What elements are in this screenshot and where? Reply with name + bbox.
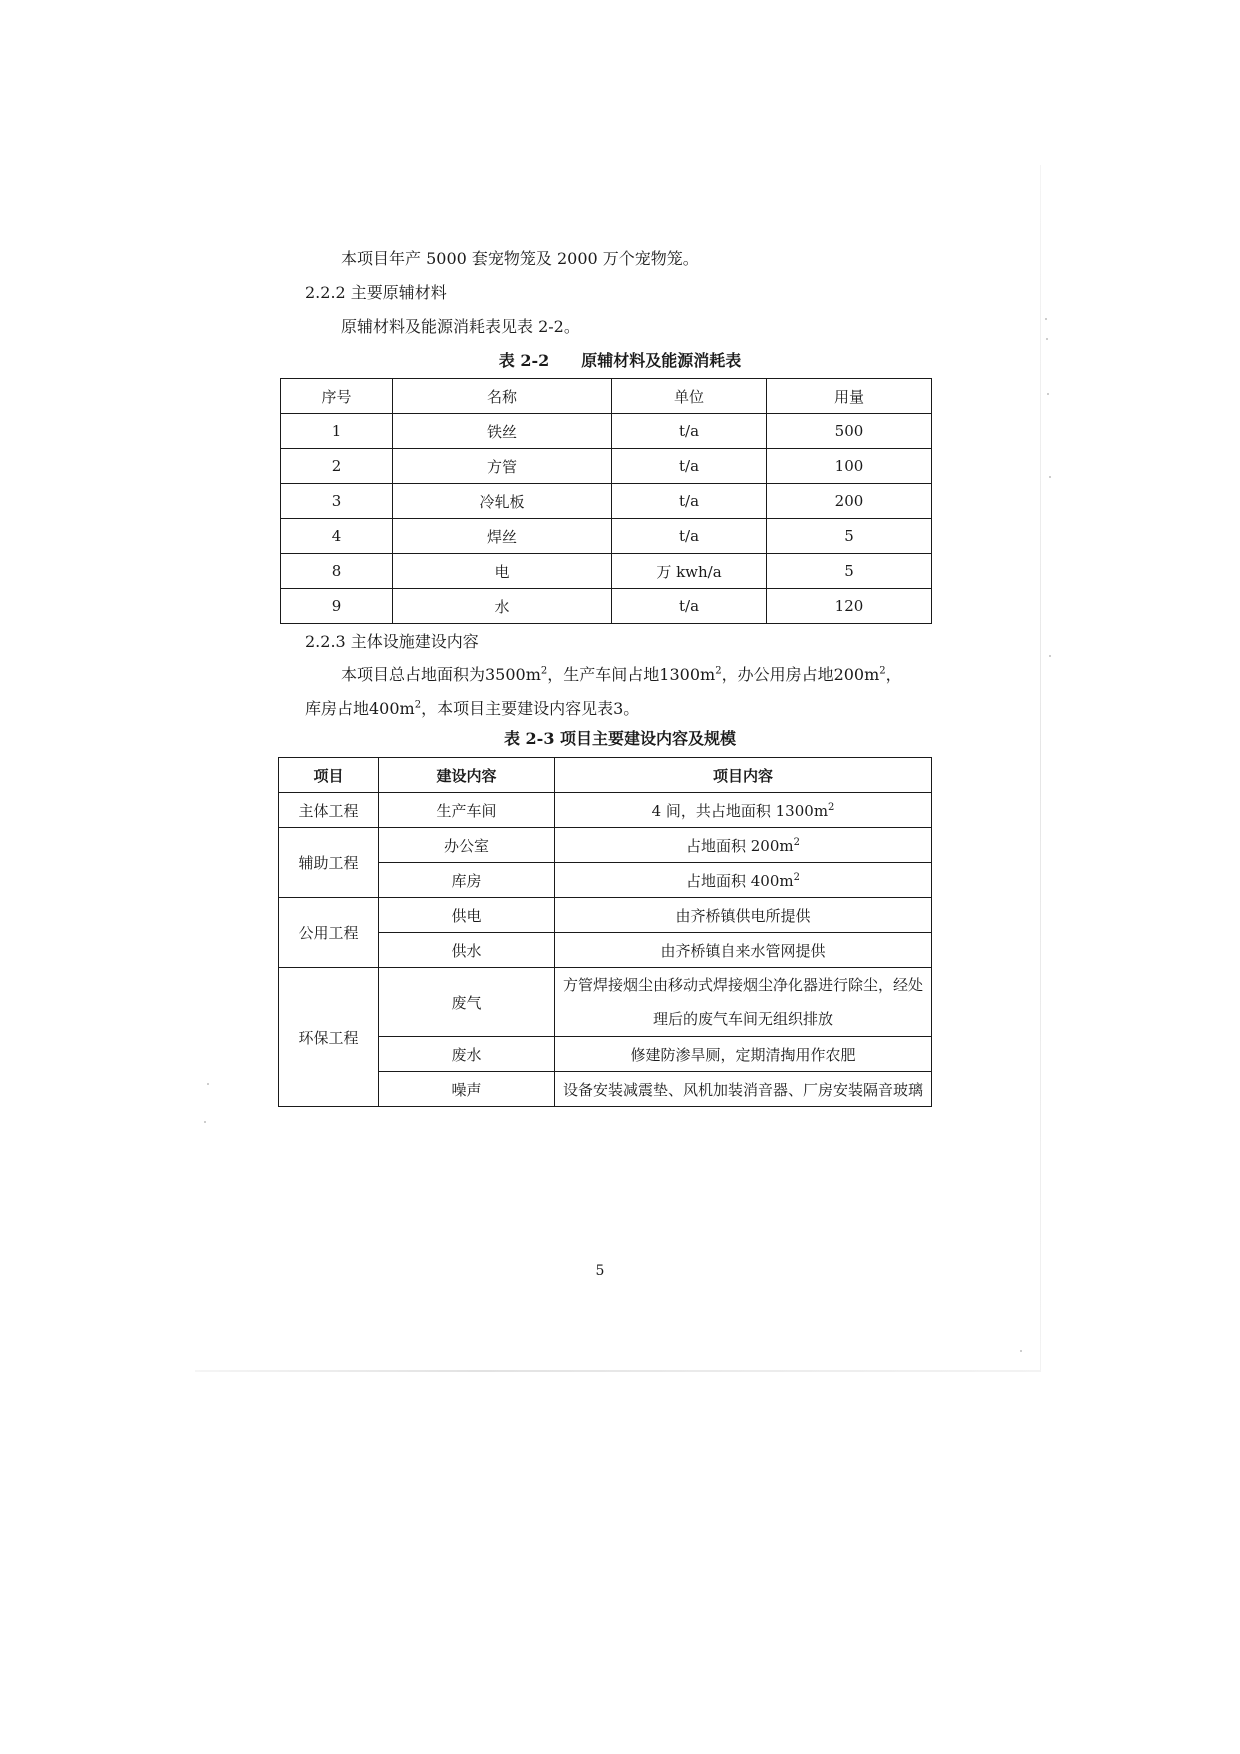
table-cell: 5 [767,519,932,554]
header-cell: 序号 [281,379,393,414]
table-cell: t/a [612,484,767,519]
table-cell: 方管 [393,449,612,484]
table-cell: 3 [281,484,393,519]
group-cell: 主体工程 [279,793,379,828]
scan-speck [207,1083,209,1085]
text-run: 占地面积 400m [686,871,794,890]
table-header-row [279,758,932,793]
scan-speck [1049,476,1051,478]
table-cell: 电 [393,554,612,589]
scan-edge-bottom [195,1370,1041,1372]
text-run: ，办公用房占地200m [721,665,880,684]
scan-speck [1046,338,1048,340]
table-cell: 5 [767,554,932,589]
table-row [281,554,932,589]
table-cell: 废水 [379,1037,555,1072]
superscript: 2 [828,801,835,813]
table-cell: 120 [767,589,932,624]
group-cell: 环保工程 [279,968,379,1107]
table-row [279,968,932,1037]
table-cell: 噪声 [379,1072,555,1107]
superscript: 2 [793,836,800,848]
table-cell: 4 [281,519,393,554]
scan-speck [1049,655,1051,657]
text-run: 库房占地400m [305,699,415,718]
superscript: 2 [715,665,722,677]
table-cell: 水 [393,589,612,624]
table-cell [555,863,932,898]
table-row [279,828,932,863]
table-cell: 生产车间 [379,793,555,828]
table-cell: 9 [281,589,393,624]
text-run: 本项目总占地面积为3500m [341,665,541,684]
scan-speck [1020,1350,1022,1352]
table-row [281,519,932,554]
table-row [281,589,932,624]
table-cell: t/a [612,589,767,624]
table-cell: 焊丝 [393,519,612,554]
table-cell: 8 [281,554,393,589]
table-2-3 [278,757,932,1107]
table-cell: 办公室 [379,828,555,863]
scan-speck [1045,318,1047,320]
table-row [281,484,932,519]
table-cell: t/a [612,449,767,484]
intro-paragraph: 本项目年产 5000 套宠物笼及 2000 万个宠物笼。 [341,249,699,268]
table-cell: 500 [767,414,932,449]
section-2-2-2-text: 原辅材料及能源消耗表见表 2-2。 [341,317,580,336]
header-cell: 建设内容 [379,758,555,793]
superscript: 2 [414,699,422,711]
section-heading-2-2-2: 2.2.2 主要原辅材料 [305,283,447,302]
table-cell: 由齐桥镇供电所提供 [555,898,932,933]
scan-edge-right [1040,165,1041,1370]
group-cell: 公用工程 [279,898,379,968]
table-cell: 设备安装减震垫、风机加装消音器、厂房安装隔音玻璃 [555,1072,932,1107]
header-cell: 单位 [612,379,767,414]
superscript: 2 [793,871,800,883]
table-cell: 100 [767,449,932,484]
table-2-3-caption: 表 2-3 项目主要建设内容及规模 [503,729,737,748]
header-cell: 用量 [767,379,932,414]
header-cell: 名称 [393,379,612,414]
scan-speck [204,1121,206,1123]
table-cell: 供电 [379,898,555,933]
table-row [281,449,932,484]
table-cell: 200 [767,484,932,519]
table-cell: 废气 [379,968,555,1037]
text-run: ， [885,665,902,684]
table-cell: 2 [281,449,393,484]
section-2-2-3-line1 [341,664,902,686]
table-cell: 冷轧板 [393,484,612,519]
table-cell: 铁丝 [393,414,612,449]
table-cell: 修建防渗旱厕，定期清掏用作农肥 [555,1037,932,1072]
scan-speck [1047,393,1049,395]
table-row [279,898,932,933]
table-cell: t/a [612,414,767,449]
table-cell: 库房 [379,863,555,898]
section-2-2-3-line2 [305,698,639,720]
table-cell: 由齐桥镇自来水管网提供 [555,933,932,968]
table-2-2-caption: 表 2-2 原辅材料及能源消耗表 [498,351,742,370]
header-cell: 项目 [279,758,379,793]
table-header-row [281,379,932,414]
text-run: 4 间，共占地面积 1300m [651,801,829,820]
superscript: 2 [540,665,548,677]
superscript: 2 [879,665,886,677]
section-heading-2-2-3: 2.2.3 主体设施建设内容 [305,632,479,651]
table-cell [555,793,932,828]
table-cell: 供水 [379,933,555,968]
table-cell: 1 [281,414,393,449]
table-row [281,414,932,449]
table-cell: 方管焊接烟尘由移动式焊接烟尘净化器进行除尘，经处理后的废气车间无组织排放 [555,968,932,1037]
group-cell: 辅助工程 [279,828,379,898]
text-run: ，本项目主要建设内容见表3。 [421,699,640,718]
table-cell: t/a [612,519,767,554]
text-run: ，生产车间占地1300m [547,665,716,684]
table-cell: 万 kwh/a [612,554,767,589]
text-run: 占地面积 200m [686,836,794,855]
header-cell: 项目内容 [555,758,932,793]
page-number: 5 [595,1263,605,1279]
table-row [279,793,932,828]
table-cell [555,828,932,863]
table-2-2 [280,378,932,624]
